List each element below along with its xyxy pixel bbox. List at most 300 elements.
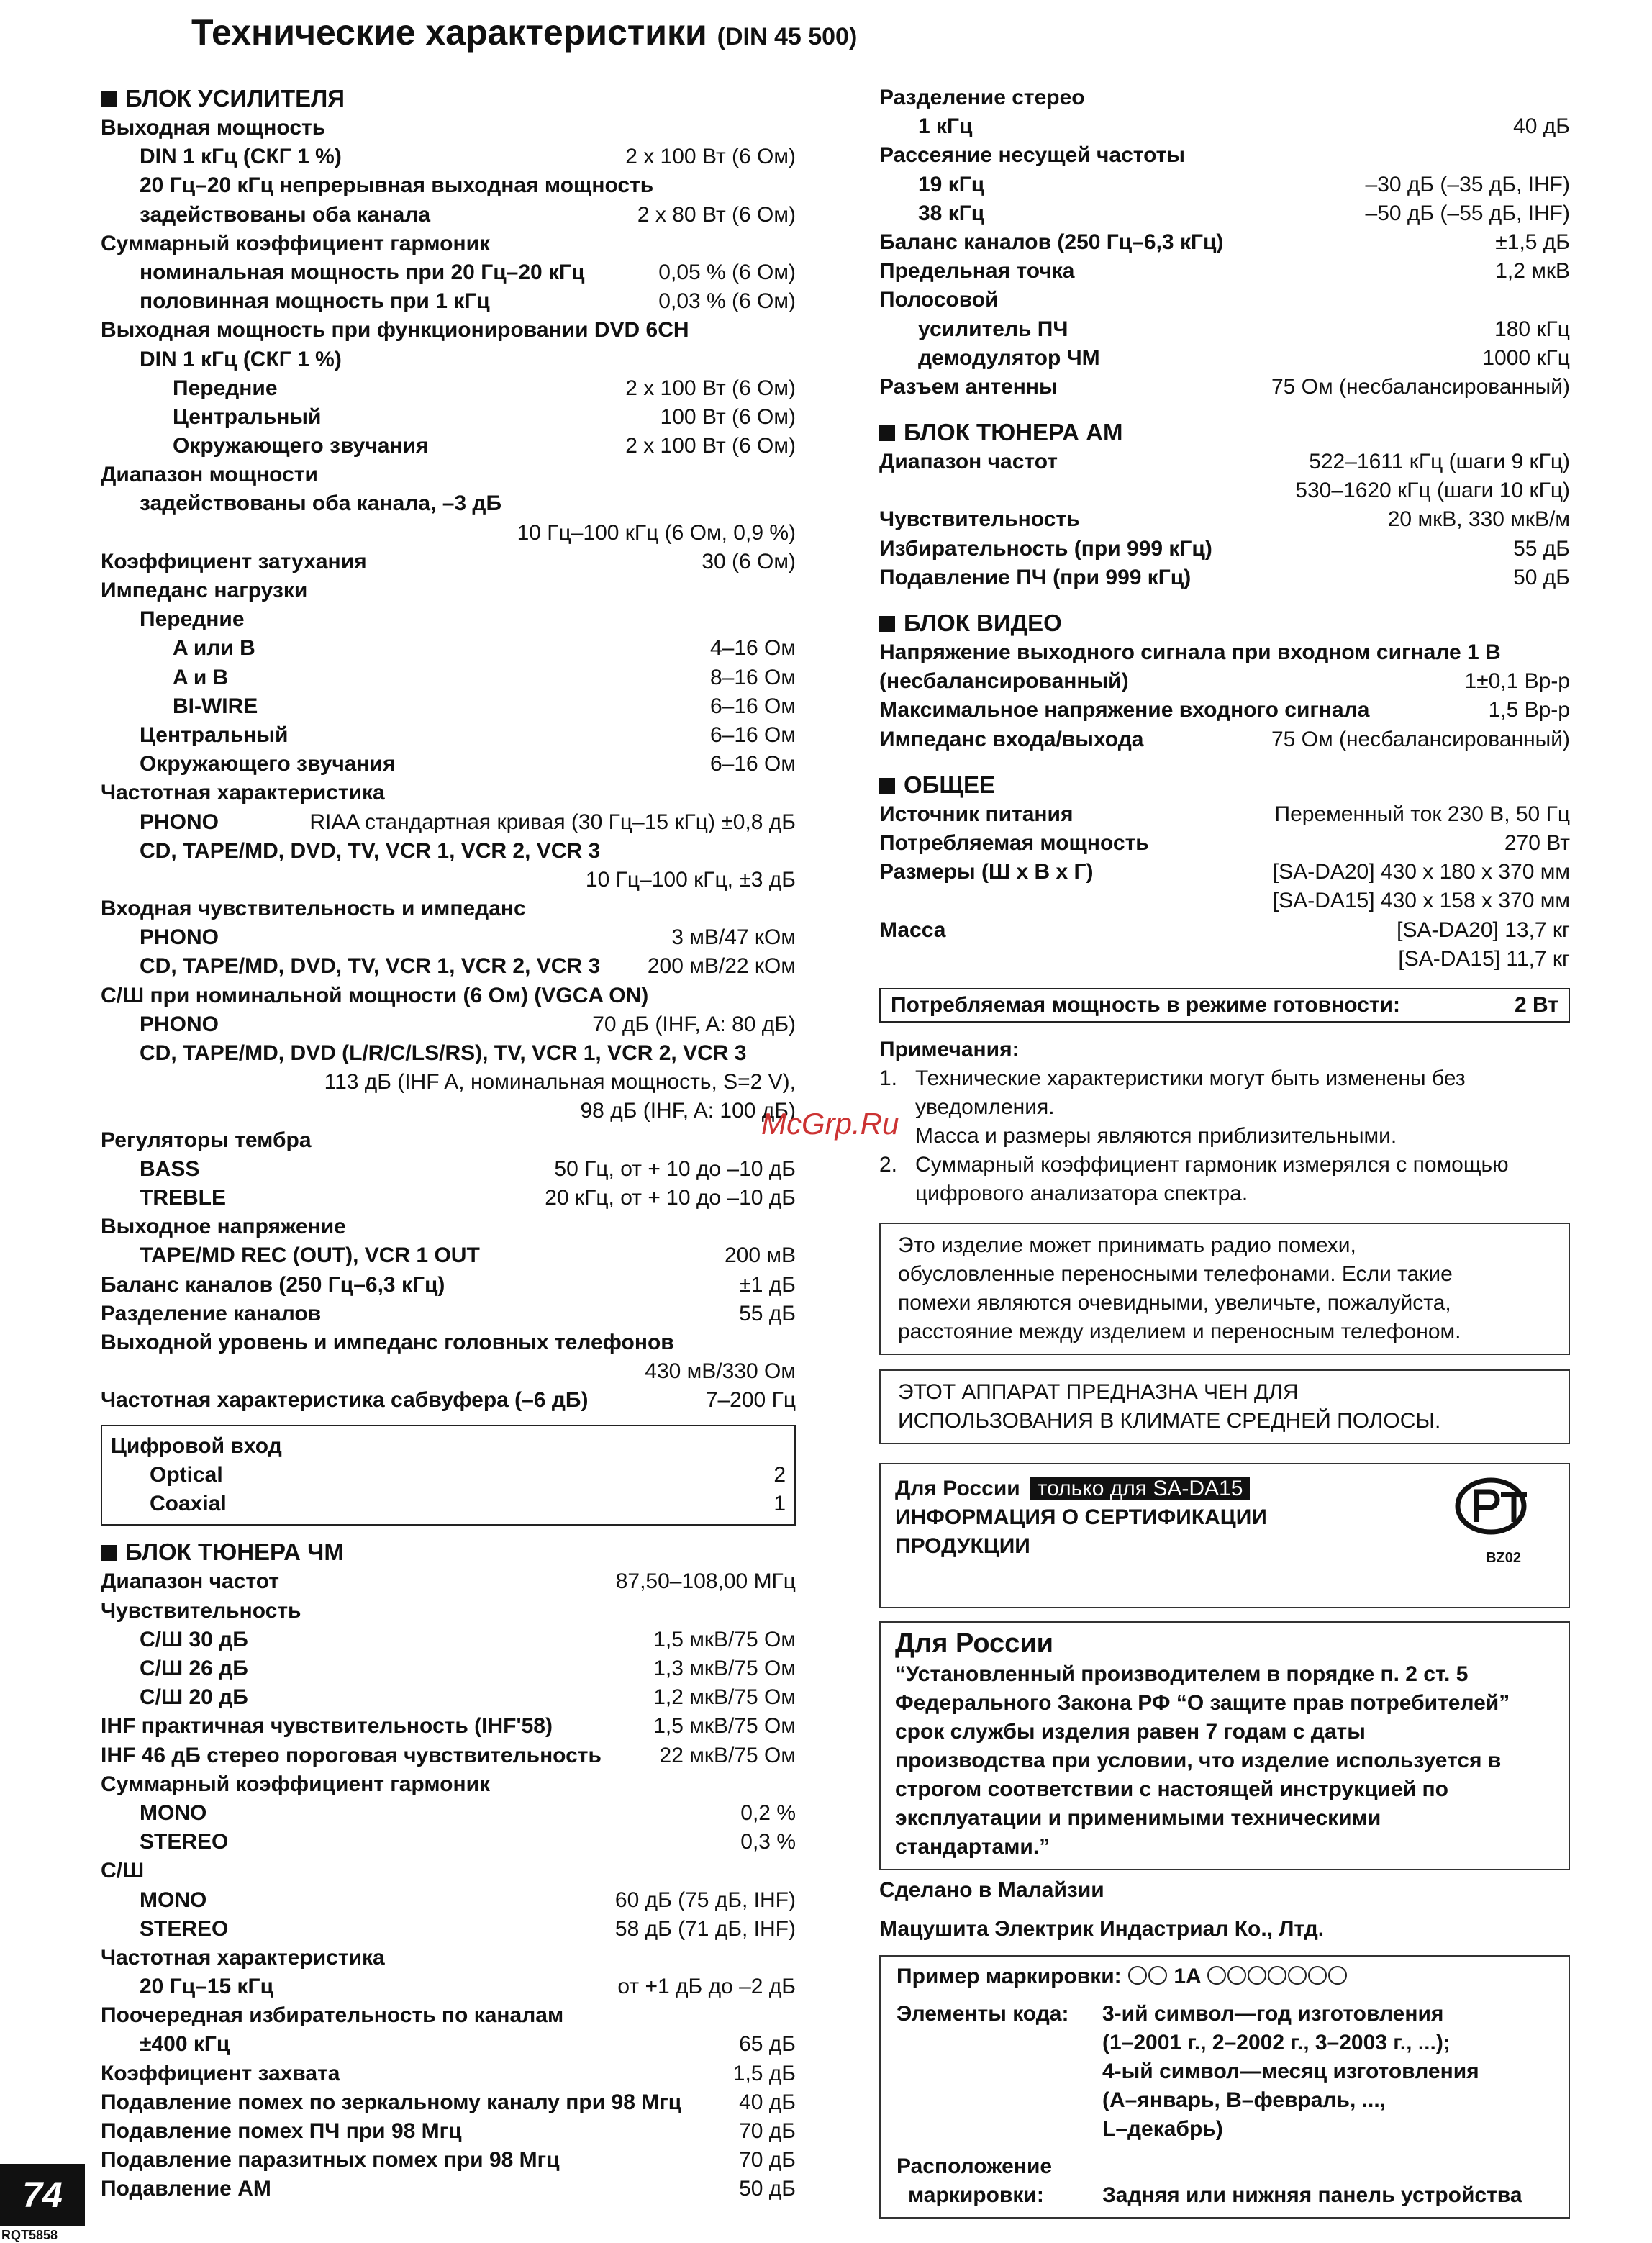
spec-value: 1 xyxy=(773,1492,786,1516)
spec-label: Коэффициент затухания xyxy=(101,549,367,574)
spec-value: 10 Гц–100 кГц, ±3 дБ xyxy=(585,867,796,892)
spec-value: 0,03 % (6 Ом) xyxy=(658,289,796,314)
spec-label: Избирательность (при 999 кГц) xyxy=(879,536,1212,561)
spec-value: 6–16 Ом xyxy=(709,694,796,718)
spec-row xyxy=(879,286,1570,314)
spec-label: MONO xyxy=(140,1800,207,1825)
spec-row xyxy=(101,721,796,750)
spec-row xyxy=(101,2060,796,2088)
marking-box: Пример маркировки: 1A Элементы кода: 3-ий символ—год изготовления (1–2001 г., 2–2002 г., 3–2003 г., ...); 4-ый символ—месяц изготовления (A–январь, B–февраль, ..., L–декабрь) Расположение маркировки: Задняя или нижняя панель устройства xyxy=(879,1955,1570,2219)
circle-placeholder-icon xyxy=(1227,1966,1246,1985)
spec-row xyxy=(101,1712,796,1741)
spec-value: 75 Ом (несбалансированный) xyxy=(1271,727,1570,751)
made-in: Сделано в Малайзии Мацушита Электрик Индастриал Ко., Лтд. xyxy=(879,1878,1325,1941)
watermark: McGrp.Ru xyxy=(761,1107,899,1141)
spec-label: Напряжение выходного сигнала при входном сигнале 1 В xyxy=(879,640,1501,664)
spec-label: STEREO xyxy=(140,1916,229,1941)
section-header-am: БЛОК ТЮНЕРА AM xyxy=(879,417,1570,448)
spec-row xyxy=(101,692,796,721)
spec-row xyxy=(101,548,796,576)
spec-label: Разъем антенны xyxy=(879,374,1058,399)
spec-value: 30 (6 Ом) xyxy=(702,549,796,574)
spec-row xyxy=(101,1972,796,2001)
circle-placeholder-icon xyxy=(1328,1966,1347,1985)
circle-placeholder-icon xyxy=(1248,1966,1266,1985)
spec-value: 40 дБ xyxy=(1513,114,1570,139)
spec-label: PHONO xyxy=(140,1012,219,1036)
spec-value: 55 дБ xyxy=(1513,536,1570,561)
spec-value: 87,50–108,00 МГц xyxy=(615,1569,796,1594)
spec-row xyxy=(101,1357,796,1386)
spec-value: 58 дБ (71 дБ, IHF) xyxy=(614,1916,796,1941)
spec-value: 70 дБ (IHF, A: 80 дБ) xyxy=(592,1012,796,1036)
spec-row xyxy=(879,887,1570,915)
spec-row xyxy=(101,230,796,258)
spec-label: Баланс каналов (250 Гц–6,3 кГц) xyxy=(879,230,1224,254)
spec-value: 70 дБ xyxy=(739,2148,796,2172)
spec-label: Частотная характеристика xyxy=(101,781,385,805)
spec-row xyxy=(101,142,796,171)
spec-row xyxy=(879,725,1570,754)
spec-label: С/Ш при номинальной мощности (6 Ом) (VGCA ON) xyxy=(101,983,649,1007)
spec-value: 0,2 % xyxy=(740,1800,796,1825)
spec-label: С/Ш xyxy=(101,1859,145,1883)
circle-placeholder-icon xyxy=(1207,1966,1226,1985)
spec-label: Центральный xyxy=(173,404,322,429)
spec-label: С/Ш 26 дБ xyxy=(140,1657,248,1680)
spec-value: [SA-DA15] 430 х 158 х 370 мм xyxy=(1272,889,1570,913)
spec-row xyxy=(101,837,796,866)
russia-title: Для России xyxy=(895,1628,1054,1659)
spec-row xyxy=(101,779,796,807)
spec-row xyxy=(101,894,796,923)
spec-value: 2 х 80 Вт (6 Ом) xyxy=(637,202,796,227)
spec-label: (несбалансированный) xyxy=(879,669,1129,694)
digital-spec-list xyxy=(111,1432,786,1518)
spec-value: 1,5 мкВ/75 Ом xyxy=(653,1714,796,1739)
spec-row xyxy=(101,1300,796,1328)
square-bullet-icon xyxy=(101,91,117,107)
right-column xyxy=(879,83,1570,2219)
spec-value: 1,5 Вр-р xyxy=(1488,698,1570,722)
square-bullet-icon xyxy=(879,778,895,794)
circle-placeholder-icon xyxy=(1148,1966,1167,1985)
spec-row xyxy=(101,750,796,779)
spec-value: 50 Гц, от + 10 до –10 дБ xyxy=(554,1156,796,1181)
spec-row xyxy=(879,505,1570,534)
spec-label: Выходной уровень и импеданс головных телефонов xyxy=(101,1330,674,1354)
spec-row xyxy=(879,638,1570,667)
spec-label: Окружающего звучания xyxy=(140,752,396,776)
spec-label: 1 кГц xyxy=(918,114,973,139)
am-spec-list xyxy=(879,448,1570,592)
spec-row xyxy=(101,461,796,489)
marking-location-label: Расположение xyxy=(897,2154,1053,2179)
section-header-video: БЛОК ВИДЕО xyxy=(879,608,1570,638)
spec-value: 1,2 мкВ/75 Ом xyxy=(653,1685,796,1710)
spec-label: Суммарный коэффициент гармоник xyxy=(101,1772,491,1796)
spec-value: 0,05 % (6 Ом) xyxy=(658,260,796,284)
marking-location-value: Задняя или нижняя панель устройства xyxy=(1102,2183,1522,2208)
general-spec-list xyxy=(879,800,1570,974)
spec-value: 10 Гц–100 кГц (6 Ом, 0,9 %) xyxy=(517,520,796,545)
spec-row xyxy=(879,829,1570,858)
spec-row xyxy=(101,663,796,692)
spec-value: 530–1620 кГц (шаги 10 кГц) xyxy=(1295,479,1570,503)
spec-label: номинальная мощность при 20 Гц–20 кГц xyxy=(140,260,585,284)
spec-label: усилитель ПЧ xyxy=(918,317,1068,341)
spec-value: 65 дБ xyxy=(739,2032,796,2057)
spec-value: 200 мВ/22 кОм xyxy=(647,954,796,979)
spec-label: половинная мощность при 1 кГц xyxy=(140,289,490,314)
spec-row xyxy=(101,258,796,287)
spec-label: Масса xyxy=(879,917,946,942)
section-header-general: ОБЩЕЕ xyxy=(879,770,1570,800)
spec-row xyxy=(101,952,796,981)
spec-value: 20 мкВ, 330 мкВ/м xyxy=(1387,507,1570,532)
digital-input-box xyxy=(101,1425,796,1526)
spec-value: 1000 кГц xyxy=(1482,345,1570,370)
russia-service-box: Для России “Установленный производителем в порядке п. 2 ст. 5 Федерального Закона РФ “О защите прав потребителей” срок службы изделия равен 7 годам с даты производства при условии, что изделие используется в строгом соответствии с настоящей инструкцией по эксплуатации и применимыми техническими стандартами.” xyxy=(879,1621,1570,1870)
standby-value: 2 Вт xyxy=(1515,992,1558,1017)
spec-row xyxy=(879,535,1570,563)
spec-label: Выходная мощность xyxy=(101,116,326,140)
spec-row xyxy=(101,634,796,663)
spec-row xyxy=(101,1683,796,1712)
spec-label: PHONO xyxy=(140,810,219,834)
spec-row xyxy=(879,667,1570,696)
circle-placeholder-icon xyxy=(1288,1966,1307,1985)
spec-row xyxy=(101,1010,796,1039)
cert-lead: Для России xyxy=(895,1477,1020,1501)
spec-label: Выходная мощность при функционировании DVD 6CH xyxy=(101,318,689,343)
spec-value: 22 мкВ/75 Ом xyxy=(659,1743,796,1767)
spec-value: 0,3 % xyxy=(740,1830,796,1854)
spec-label: Частотная характеристика сабвуфера (–6 дБ) xyxy=(101,1388,589,1413)
spec-value: 2 х 100 Вт (6 Ом) xyxy=(625,434,796,458)
spec-value: [SA-DA20] 13,7 кг xyxy=(1397,917,1570,942)
spec-row xyxy=(879,171,1570,199)
spec-row xyxy=(879,476,1570,505)
spec-label: С/Ш 30 дБ xyxy=(140,1627,248,1651)
spec-row xyxy=(101,866,796,894)
spec-label: Импеданс нагрузки xyxy=(101,579,308,602)
spec-label: Суммарный коэффициент гармоник xyxy=(101,231,491,255)
spec-label: Подавление помех по зеркальному каналу при 98 Мгц xyxy=(101,2090,682,2114)
spec-value: 7–200 Гц xyxy=(705,1388,796,1413)
spec-row xyxy=(101,1097,796,1125)
spec-row xyxy=(101,1915,796,1944)
spec-label: С/Ш 20 дБ xyxy=(140,1685,248,1710)
spec-value: 270 Вт xyxy=(1504,830,1570,855)
cert-code: BZ02 xyxy=(1486,1550,1521,1567)
spec-row xyxy=(101,1828,796,1857)
spec-row xyxy=(101,605,796,634)
spec-label: демодулятор ЧМ xyxy=(918,345,1100,370)
spec-value: 75 Ом (несбалансированный) xyxy=(1271,374,1570,399)
spec-row xyxy=(879,83,1570,112)
cert-tag-badge: только для SA-DA15 xyxy=(1030,1477,1251,1500)
spec-value: 55 дБ xyxy=(739,1301,796,1326)
title-din: (DIN 45 500) xyxy=(717,23,858,50)
spec-row xyxy=(101,1567,796,1596)
spec-value: 522–1611 кГц (шаги 9 кГц) xyxy=(1309,450,1570,474)
spec-row xyxy=(879,800,1570,829)
spec-row xyxy=(879,858,1570,887)
rst-certification-icon xyxy=(1455,1477,1534,1535)
spec-value: 1±0,1 Вр-р xyxy=(1464,669,1570,694)
video-spec-list xyxy=(879,638,1570,754)
spec-label: STEREO xyxy=(140,1830,229,1854)
spec-value: –50 дБ (–55 дБ, IHF) xyxy=(1365,201,1570,225)
spec-value: 50 дБ xyxy=(1513,565,1570,589)
spec-label: PHONO xyxy=(140,925,219,950)
spec-row xyxy=(101,1184,796,1213)
page-title xyxy=(191,12,857,53)
spec-value: 113 дБ (IHF A, номинальная мощность, S=2 V), xyxy=(324,1070,796,1095)
spec-row xyxy=(111,1490,786,1518)
marking-elements-label: Элементы кода: xyxy=(897,2002,1069,2026)
section-header-fm: БЛОК ТЮНЕРА ЧМ xyxy=(101,1537,796,1567)
interference-box: Это изделие может принимать радио помехи, обусловленные переносными телефонами. Если такие помехи являются очевидными, увеличьте, пожалуйста, расстояние между изделием и переносным телефоном. xyxy=(879,1223,1570,1355)
spec-value: 40 дБ xyxy=(739,2090,796,2114)
spec-row xyxy=(101,1770,796,1799)
spec-label: Подавление AM xyxy=(101,2177,271,2201)
spec-label: Полосовой xyxy=(879,288,999,312)
spec-label: Поочередная избирательность по каналам xyxy=(101,2003,564,2028)
spec-label: Потребляемая мощность xyxy=(879,830,1149,855)
certification-box: Для России только для SA-DA15 ИНФОРМАЦИЯ О СЕРТИФИКАЦИИ ПРОДУКЦИИ BZ02 xyxy=(879,1463,1570,1608)
spec-label: Максимальное напряжение входного сигнала xyxy=(879,698,1370,722)
spec-value: 20 кГц, от + 10 до –10 дБ xyxy=(545,1185,796,1210)
spec-value: 200 мВ xyxy=(724,1243,796,1268)
spec-label: Размеры (Ш х В х Г) xyxy=(879,860,1094,884)
spec-label: Входная чувствительность и импеданс xyxy=(101,897,526,921)
spec-value: 50 дБ xyxy=(739,2177,796,2201)
title-main: Технические характеристики xyxy=(191,12,707,53)
spec-value: 100 Вт (6 Ом) xyxy=(660,404,796,429)
climate-box: ЭТОТ АППАРАТ ПРЕДНАЗНА ЧЕН ДЛЯ ИСПОЛЬЗОВАНИЯ В КЛИМАТЕ СРЕДНЕЙ ПОЛОСЫ. xyxy=(879,1369,1570,1444)
fm-spec-list xyxy=(101,1567,796,2203)
spec-value: 1,2 мкВ xyxy=(1495,259,1570,284)
spec-row xyxy=(111,1432,786,1461)
spec-row xyxy=(101,1857,796,1885)
spec-row xyxy=(101,489,796,518)
spec-row xyxy=(101,2030,796,2059)
spec-row xyxy=(879,448,1570,476)
spec-label: Coaxial xyxy=(150,1492,227,1516)
spec-row xyxy=(101,808,796,837)
notes-section xyxy=(879,1036,1570,1208)
spec-row xyxy=(101,1328,796,1357)
spec-row xyxy=(101,982,796,1010)
spec-label: A и B xyxy=(173,665,229,689)
spec-row xyxy=(879,199,1570,228)
spec-label: Передние xyxy=(173,376,278,400)
amp-spec-list xyxy=(101,114,796,1415)
document-code: RQT5858 xyxy=(1,2228,58,2242)
spec-label: Чувствительность xyxy=(101,1598,301,1623)
marking-example-code: 1A xyxy=(1174,1965,1201,1989)
spec-label: CD, TAPE/MD, DVD, TV, VCR 1, VCR 2, VCR 3 xyxy=(140,838,601,863)
spec-row xyxy=(111,1461,786,1490)
spec-value: 4–16 Ом xyxy=(709,636,796,661)
spec-row xyxy=(101,519,796,548)
spec-label: TREBLE xyxy=(140,1185,226,1210)
spec-label: Диапазон мощности xyxy=(101,463,318,487)
spec-row xyxy=(101,171,796,200)
spec-value: 180 кГц xyxy=(1494,317,1570,341)
standby-label: Потребляемая мощность в режиме готовности: xyxy=(891,992,1400,1017)
section-header-amp: БЛОК УСИЛИТЕЛЯ xyxy=(101,83,796,114)
spec-label: задействованы оба канала, –3 дБ xyxy=(140,491,502,516)
spec-label: DIN 1 кГц (СКГ 1 %) xyxy=(140,347,342,371)
spec-row xyxy=(101,114,796,142)
spec-row xyxy=(879,563,1570,592)
spec-row xyxy=(101,374,796,403)
spec-label: Частотная характеристика xyxy=(101,1945,385,1970)
spec-label: Центральный xyxy=(140,722,289,747)
spec-label: IHF практичная чувствительность (IHF'58) xyxy=(101,1714,553,1739)
spec-row xyxy=(101,923,796,952)
spec-label: DIN 1 кГц (СКГ 1 %) xyxy=(140,145,342,169)
spec-row xyxy=(101,1271,796,1300)
square-bullet-icon xyxy=(879,425,895,441)
spec-row xyxy=(101,1039,796,1068)
spec-value: 2 х 100 Вт (6 Ом) xyxy=(625,376,796,400)
spec-value: от +1 дБ до –2 дБ xyxy=(617,1975,796,1999)
note-item: 2. Суммарный коэффициент гармоник измерялся с помощью цифрового анализатора спектра. xyxy=(879,1153,1509,1206)
spec-label: Баланс каналов (250 Гц–6,3 кГц) xyxy=(101,1272,445,1297)
spec-row xyxy=(101,1126,796,1155)
spec-label: Выходное напряжение xyxy=(101,1215,346,1239)
spec-label: CD, TAPE/MD, DVD (L/R/C/LS/RS), TV, VCR 1, VCR 2, VCR 3 xyxy=(140,1041,747,1065)
page-number: 74 xyxy=(0,2164,85,2226)
spec-value: ±1 дБ xyxy=(739,1272,796,1297)
spec-label: задействованы оба канала xyxy=(140,202,431,227)
spec-label: BASS xyxy=(140,1156,200,1181)
spec-row xyxy=(101,432,796,461)
spec-row xyxy=(879,315,1570,344)
spec-row xyxy=(101,2088,796,2117)
spec-row xyxy=(101,2001,796,2030)
spec-label: A или B xyxy=(173,636,255,661)
spec-label: Диапазон частот xyxy=(101,1569,279,1594)
spec-label: Разделение стерео xyxy=(879,86,1085,109)
spec-row xyxy=(101,1213,796,1241)
spec-row xyxy=(879,228,1570,257)
marking-example-label: Пример маркировки: xyxy=(897,1965,1122,1989)
spec-value: 6–16 Ом xyxy=(709,752,796,776)
spec-label: Подавление помех ПЧ при 98 Мгц xyxy=(101,2119,462,2143)
spec-row xyxy=(101,201,796,230)
spec-value: 2 х 100 Вт (6 Ом) xyxy=(625,145,796,169)
spec-label: MONO xyxy=(140,1888,207,1912)
spec-value: 6–16 Ом xyxy=(709,722,796,747)
spec-label: Подавление паразитных помех при 98 Мгц xyxy=(101,2148,560,2172)
spec-label: Рассеяние несущей частоты xyxy=(879,143,1185,168)
spec-label: Предельная точка xyxy=(879,259,1075,284)
spec-row xyxy=(101,1241,796,1270)
spec-label: 38 кГц xyxy=(918,201,985,225)
spec-value: 70 дБ xyxy=(739,2119,796,2143)
spec-row xyxy=(101,1944,796,1972)
spec-value: Переменный ток 230 В, 50 Гц xyxy=(1274,802,1570,826)
spec-row xyxy=(101,1886,796,1915)
spec-label: Регуляторы тембра xyxy=(101,1128,312,1152)
spec-row xyxy=(879,945,1570,974)
spec-row xyxy=(101,316,796,345)
notes-title: Примечания: xyxy=(879,1037,1020,1061)
spec-row xyxy=(101,345,796,374)
spec-value: [SA-DA20] 430 х 180 х 370 мм xyxy=(1272,860,1570,884)
standby-box xyxy=(879,988,1570,1023)
spec-label: Диапазон частот xyxy=(879,450,1058,474)
spec-value: 430 мВ/330 Ом xyxy=(645,1359,796,1384)
spec-value: RIAA стандартная кривая (30 Гц–15 кГц) ±0,8 дБ xyxy=(309,810,796,834)
spec-label: Optical xyxy=(150,1463,223,1487)
spec-value: ±1,5 дБ xyxy=(1495,230,1570,254)
spec-value: 98 дБ (IHF, A: 100 дБ) xyxy=(580,1099,796,1123)
circle-placeholder-icon xyxy=(1128,1966,1147,1985)
spec-row xyxy=(101,1626,796,1654)
spec-label: BI-WIRE xyxy=(173,694,258,718)
spec-value: 3 мВ/47 кОм xyxy=(671,925,796,950)
spec-value: 8–16 Ом xyxy=(709,665,796,689)
spec-label: Подавление ПЧ (при 999 кГц) xyxy=(879,565,1192,589)
spec-row xyxy=(101,1597,796,1626)
spec-label: Источник питания xyxy=(879,802,1074,826)
spec-label: Чувствительность xyxy=(879,507,1080,532)
spec-row xyxy=(101,287,796,316)
spec-value: [SA-DA15] 11,7 кг xyxy=(1398,946,1570,971)
spec-value: 1,5 мкВ/75 Ом xyxy=(653,1627,796,1651)
circle-placeholder-icon xyxy=(1268,1966,1286,1985)
spec-label: CD, TAPE/MD, DVD, TV, VCR 1, VCR 2, VCR 3 xyxy=(140,954,601,979)
circle-placeholder-icon xyxy=(1308,1966,1327,1985)
left-column xyxy=(101,83,796,2204)
spec-label: 19 кГц xyxy=(918,172,985,196)
spec-row xyxy=(101,2117,796,2146)
spec-label: Разделение каналов xyxy=(101,1301,322,1326)
spec-label: Импеданс входа/выхода xyxy=(879,727,1144,751)
spec-label: TAPE/MD REC (OUT), VCR 1 OUT xyxy=(140,1243,480,1268)
spec-value: 1,3 мкВ/75 Ом xyxy=(653,1657,796,1680)
spec-row xyxy=(879,344,1570,373)
spec-row xyxy=(879,373,1570,402)
spec-row xyxy=(101,2175,796,2203)
spec-row xyxy=(101,1386,796,1415)
spec-label: Передние xyxy=(140,607,245,632)
spec-row xyxy=(879,696,1570,725)
spec-row xyxy=(101,403,796,432)
fm-cont-spec-list xyxy=(879,83,1570,402)
spec-row xyxy=(101,1741,796,1770)
spec-value: –30 дБ (–35 дБ, IHF) xyxy=(1365,172,1570,196)
spec-row xyxy=(879,257,1570,286)
spec-label: 20 Гц–15 кГц xyxy=(140,1975,274,1999)
spec-label: Коэффициент захвата xyxy=(101,2061,340,2085)
spec-row xyxy=(879,112,1570,141)
spec-value: 2 xyxy=(773,1463,786,1487)
spec-row xyxy=(101,1799,796,1828)
spec-label: IHF 46 дБ стерео пороговая чувствительность xyxy=(101,1743,602,1767)
spec-label: Окружающего звучания xyxy=(173,434,429,458)
spec-label: Цифровой вход xyxy=(111,1434,282,1459)
square-bullet-icon xyxy=(879,616,895,632)
spec-row xyxy=(101,1155,796,1184)
spec-label: ±400 кГц xyxy=(140,2032,230,2057)
